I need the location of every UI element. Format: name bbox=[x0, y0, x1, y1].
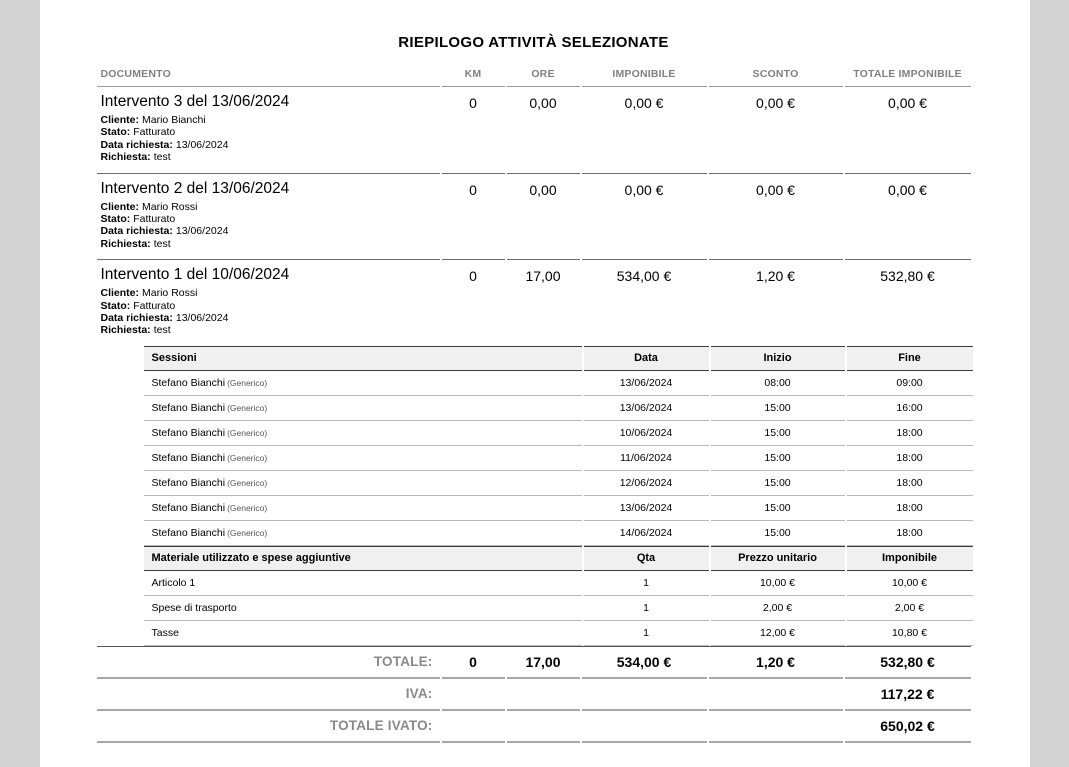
subtables-row bbox=[97, 346, 971, 647]
session-operator: Stefano Bianchi bbox=[151, 376, 226, 389]
materials-header-prezzo: Prezzo unitario bbox=[711, 546, 845, 571]
imponibile-value: 534,00 € bbox=[616, 268, 672, 285]
iva-ore bbox=[507, 679, 580, 711]
materials-header-name: Materiale utilizzato e spese aggiuntive bbox=[144, 546, 582, 571]
session-operator-type: (Generico) bbox=[227, 427, 268, 438]
detail-label: Data richiesta: bbox=[100, 312, 173, 325]
detail-label: Cliente: bbox=[100, 287, 140, 300]
column-header-sconto: SCONTO bbox=[709, 64, 843, 87]
sconto-value: 1,20 € bbox=[756, 268, 795, 285]
summary-header-row bbox=[97, 64, 971, 87]
session-date: 13/06/2024 bbox=[584, 371, 709, 396]
sessions-header-fine: Fine bbox=[847, 346, 973, 371]
ore-value: 0,00 bbox=[507, 174, 580, 261]
material-row bbox=[144, 621, 973, 646]
totale-sconto: 1,20 € bbox=[709, 647, 843, 679]
session-operator: Stefano Bianchi bbox=[151, 451, 226, 464]
totale-ivato-value: 650,02 € bbox=[845, 711, 971, 743]
intervention-title: Intervento 2 del 13/06/2024 bbox=[100, 179, 290, 197]
session-operator: Stefano Bianchi bbox=[151, 426, 226, 439]
session-date: 10/06/2024 bbox=[584, 421, 709, 446]
material-name: Tasse bbox=[144, 621, 582, 646]
detail-line bbox=[101, 126, 440, 138]
detail-line bbox=[101, 312, 440, 324]
detail-line bbox=[101, 238, 440, 250]
session-operator-type: (Generico) bbox=[227, 527, 268, 538]
sessions-header-name: Sessioni bbox=[144, 346, 582, 371]
detail-label: Richiesta: bbox=[100, 324, 151, 337]
session-end: 18:00 bbox=[847, 446, 973, 471]
materials-header-row bbox=[144, 546, 973, 571]
column-header-totale-imponibile: TOTALE IMPONIBILE bbox=[845, 64, 971, 87]
column-header-ore: ORE bbox=[507, 64, 580, 87]
detail-value: 13/06/2024 bbox=[175, 225, 229, 238]
material-imponibile: 10,00 € bbox=[847, 571, 973, 596]
session-start: 08:00 bbox=[711, 371, 845, 396]
sessions-table bbox=[142, 346, 975, 546]
km-value: 0 bbox=[442, 174, 505, 261]
totals-row-iva bbox=[97, 679, 971, 711]
totale-ivato-imponibile bbox=[582, 711, 707, 743]
session-row bbox=[144, 396, 973, 421]
intervention-title: Intervento 3 del 13/06/2024 bbox=[100, 93, 290, 110]
session-start: 15:00 bbox=[711, 396, 845, 421]
totale-totale-imponibile: 532,80 € bbox=[845, 647, 971, 679]
iva-label: IVA: bbox=[97, 679, 440, 711]
detail-line bbox=[101, 151, 440, 163]
material-imponibile: 2,00 € bbox=[847, 596, 973, 621]
imponibile-value: 0,00 € bbox=[582, 174, 707, 261]
session-date: 13/06/2024 bbox=[584, 396, 709, 421]
detail-line bbox=[101, 114, 440, 126]
intervention-row bbox=[97, 174, 971, 261]
ore-value: 0,00 bbox=[507, 87, 580, 174]
detail-label: Richiesta: bbox=[100, 237, 151, 250]
totals-row-totale-ivato bbox=[97, 711, 971, 743]
material-name: Articolo 1 bbox=[144, 571, 582, 596]
material-prezzo: 2,00 € bbox=[711, 596, 845, 621]
session-start: 15:00 bbox=[711, 421, 845, 446]
totale-ore: 17,00 bbox=[507, 647, 580, 679]
session-end: 18:00 bbox=[847, 521, 973, 546]
detail-line bbox=[101, 300, 440, 312]
session-start: 15:00 bbox=[711, 496, 845, 521]
session-end: 18:00 bbox=[847, 471, 973, 496]
totale-imponibile-value: 532,80 € bbox=[880, 268, 935, 285]
summary-table bbox=[95, 64, 973, 743]
session-operator: Stefano Bianchi bbox=[151, 476, 226, 489]
sessions-header-inizio: Inizio bbox=[711, 346, 845, 371]
page-title: RIEPILOGO ATTIVITÀ SELEZIONATE bbox=[398, 34, 669, 51]
imponibile-value: 0,00 € bbox=[582, 87, 707, 174]
detail-value: test bbox=[153, 151, 171, 164]
material-prezzo: 10,00 € bbox=[711, 571, 845, 596]
detail-line bbox=[101, 139, 440, 151]
session-operator-type: (Generico) bbox=[227, 452, 268, 463]
detail-label: Data richiesta: bbox=[100, 225, 173, 238]
detail-value: Fatturato bbox=[133, 126, 176, 139]
totale-imponibile-value: 0,00 € bbox=[845, 174, 971, 261]
ore-value: 17,00 bbox=[525, 268, 561, 285]
iva-sconto bbox=[709, 679, 843, 711]
session-date: 14/06/2024 bbox=[584, 521, 709, 546]
session-start: 15:00 bbox=[711, 521, 845, 546]
sconto-value: 0,00 € bbox=[709, 174, 843, 261]
session-row bbox=[144, 471, 973, 496]
detail-value: Fatturato bbox=[133, 299, 176, 312]
session-start: 15:00 bbox=[711, 446, 845, 471]
session-operator-type: (Generico) bbox=[227, 377, 268, 388]
session-operator-type: (Generico) bbox=[227, 502, 268, 513]
totale-imponibile-value: 0,00 € bbox=[845, 87, 971, 174]
intervention-title: Intervento 1 del 10/06/2024 bbox=[100, 266, 290, 284]
detail-label: Cliente: bbox=[100, 200, 140, 213]
iva-km bbox=[442, 679, 505, 711]
session-operator: Stefano Bianchi bbox=[151, 501, 226, 514]
materials-header-qta: Qta bbox=[584, 546, 709, 571]
detail-value: 13/06/2024 bbox=[175, 138, 229, 151]
material-row bbox=[144, 596, 973, 621]
detail-line bbox=[101, 201, 440, 213]
intervention-row bbox=[97, 260, 971, 346]
session-row bbox=[144, 446, 973, 471]
detail-value: Mario Rossi bbox=[142, 200, 198, 213]
sessions-header-data: Data bbox=[584, 346, 709, 371]
sconto-value: 0,00 € bbox=[709, 87, 843, 174]
totale-ivato-ore bbox=[507, 711, 580, 743]
km-value: 0 bbox=[442, 87, 505, 174]
detail-value: Mario Bianchi bbox=[142, 114, 206, 126]
detail-label: Stato: bbox=[100, 213, 131, 226]
iva-imponibile bbox=[582, 679, 707, 711]
materials-table bbox=[142, 546, 975, 646]
session-row bbox=[144, 371, 973, 396]
totale-label: TOTALE: bbox=[97, 647, 440, 679]
detail-label: Stato: bbox=[100, 126, 131, 139]
session-operator: Stefano Bianchi bbox=[151, 526, 226, 539]
detail-value: test bbox=[153, 324, 171, 337]
detail-line bbox=[101, 324, 440, 336]
session-end: 16:00 bbox=[847, 396, 973, 421]
totale-ivato-km bbox=[442, 711, 505, 743]
material-row bbox=[144, 571, 973, 596]
material-qta: 1 bbox=[584, 621, 709, 646]
report-page bbox=[40, 0, 1030, 767]
sessions-header-row bbox=[144, 346, 973, 371]
detail-label: Data richiesta: bbox=[100, 138, 173, 151]
material-imponibile: 10,80 € bbox=[847, 621, 973, 646]
column-header-imponibile: IMPONIBILE bbox=[582, 64, 707, 87]
material-qta: 1 bbox=[584, 596, 709, 621]
session-date: 11/06/2024 bbox=[584, 446, 709, 471]
session-date: 13/06/2024 bbox=[584, 496, 709, 521]
column-header-km: KM bbox=[442, 64, 505, 87]
detail-label: Cliente: bbox=[100, 114, 140, 126]
session-start: 15:00 bbox=[711, 471, 845, 496]
material-name: Spese di trasporto bbox=[144, 596, 582, 621]
totale-km: 0 bbox=[442, 647, 505, 679]
session-row bbox=[144, 521, 973, 546]
intervention-row bbox=[97, 87, 971, 174]
totale-ivato-label: TOTALE IVATO: bbox=[97, 711, 440, 743]
column-header-documento: DOCUMENTO bbox=[97, 64, 440, 87]
detail-line bbox=[101, 287, 440, 299]
totale-imponibile: 534,00 € bbox=[582, 647, 707, 679]
session-operator-type: (Generico) bbox=[227, 477, 268, 488]
detail-value: 13/06/2024 bbox=[175, 312, 229, 325]
detail-line bbox=[101, 225, 440, 237]
totals-row-totale bbox=[97, 647, 971, 679]
materials-header-imponibile: Imponibile bbox=[847, 546, 973, 571]
detail-value: Fatturato bbox=[133, 213, 176, 226]
detail-label: Richiesta: bbox=[100, 151, 151, 164]
session-end: 09:00 bbox=[847, 371, 973, 396]
session-date: 12/06/2024 bbox=[584, 471, 709, 496]
material-qta: 1 bbox=[584, 571, 709, 596]
session-operator: Stefano Bianchi bbox=[151, 401, 226, 414]
session-end: 18:00 bbox=[847, 421, 973, 446]
session-operator-type: (Generico) bbox=[227, 402, 268, 413]
km-value: 0 bbox=[469, 268, 477, 285]
detail-line bbox=[101, 213, 440, 225]
material-prezzo: 12,00 € bbox=[711, 621, 845, 646]
totale-ivato-sconto bbox=[709, 711, 843, 743]
session-row bbox=[144, 421, 973, 446]
session-row bbox=[144, 496, 973, 521]
detail-value: Mario Rossi bbox=[142, 287, 198, 300]
detail-value: test bbox=[153, 237, 171, 250]
session-end: 18:00 bbox=[847, 496, 973, 521]
detail-label: Stato: bbox=[100, 299, 131, 312]
iva-value: 117,22 € bbox=[845, 679, 971, 711]
